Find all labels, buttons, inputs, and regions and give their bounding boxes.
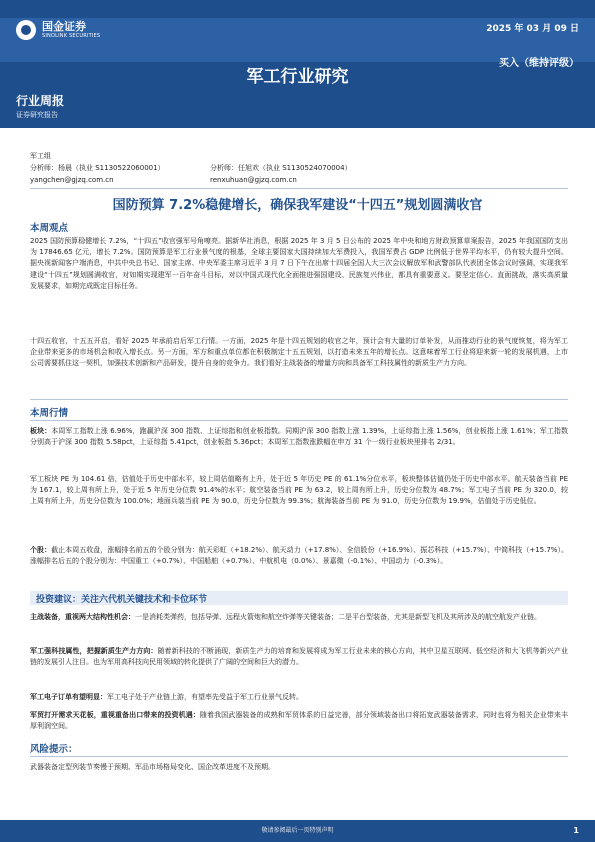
sinolink-logo-icon xyxy=(16,20,36,40)
logo xyxy=(16,20,100,40)
market-text-sector: 本周军工指数上涨 6.96%，跑赢沪深 300 指数、上证综指和创业板指数。同期沪深 300 指数上涨 1.39%，上证综指上涨 1.56%，创业板指上涨 1.61%；军工指数分别高于沪深 300 指数 5.58pct，上证综指 5.41pct，创业板指 5.36pct；本周军工指数涨跌幅在申万 31 个一级行业板块里排名 2/31。 xyxy=(30,427,568,447)
invest-lead-2: 军工强科技属性，把握新质生产力方向： xyxy=(30,647,158,655)
invest-text-1: 一是消耗类弹药，包括导弹、远程火箭炮和航空炸弹等关键装备；二是平台型装备，尤其是新型飞机及其所涉及的航空航发产业链。 xyxy=(135,613,541,621)
market-paragraph-2: 军工板块 PE 为 104.61 倍，估值处于历史中部水平，较上周估值略有上升，处于近 5 年历史 PE 的 61.1%分位水平，板块整体估值仍处于历史中部水平。航天装备当前 PE 为 167.1，较上周有所上升，处于近 5 年历史分位数 91.4%的水平；航空装备当前 PE 为 63.2，较上周有所上升，历史分位数为 48.7%；军工电子当前 PE 为 320.0，较上周有所上升，历史分位数为 100.0%；地面兵装当前 PE 为 90.0，历史分位数为 99.3%；航海装备当前 PE 为 91.0，历史分位数为 19.9%，估值处于历史低位。 xyxy=(30,475,568,506)
market-paragraph-1 xyxy=(30,426,568,448)
analyst-info xyxy=(30,150,352,186)
team-label: 军工组 xyxy=(30,152,51,160)
invest-lead-1: 主战装备，重视两大结构性机会： xyxy=(30,613,135,621)
divider xyxy=(30,399,568,400)
page-number: 1 xyxy=(573,826,579,835)
logo-cn: 国金证券 xyxy=(42,19,86,33)
invest-banner xyxy=(30,591,568,605)
invest-paragraph-2 xyxy=(30,646,568,668)
divider xyxy=(30,188,568,189)
report-subtype: 证券研究报告 xyxy=(16,111,58,119)
invest-paragraph-4 xyxy=(30,710,568,732)
report-date: 2025 年 03 月 09 日 xyxy=(486,24,579,34)
market-lead-stocks: 个股： xyxy=(30,546,52,554)
analyst-1: 分析师：杨晨（执业 S1130522060001） xyxy=(30,164,165,172)
view-paragraph-2: 十四五收官，十五五开启，看好 2025 年承前启后军工行情。一方面，2025 年是十四五规划的收官之年，预计会有大量的订单补发，从而推动行业的景气度恢复，将为军工企业带来更多的市场机会和收入增长点。另一方面，军方和重点单位都在积极制定十五五规划，以打造未来五年的增长点。这意味着军工行业将迎来新一轮的发展机遇，上市公司需要抓住这一契机，加强技术创新和产品研发，提升自身的竞争力。我们看好主战装备的增量方向和具备军工科技属性的新质生产力方向。 xyxy=(30,337,568,368)
section-title-view: 本周观点 xyxy=(30,223,69,234)
email-2[interactable]: renxuhuan@gjzq.com.cn xyxy=(210,176,297,184)
analyst-2: 分析师：任旭欢（执业 S1130524070004） xyxy=(210,164,352,172)
market-lead-sector: 板块： xyxy=(30,427,52,435)
invest-title: 投资建议：关注六代机关键技术和卡位环节 xyxy=(36,595,208,605)
invest-lead-4: 军贸打开需求天花板，重视重备出口带来的投资机遇： xyxy=(30,711,200,719)
footer-disclaimer[interactable]: 敬请参阅最后一页特别声明 xyxy=(261,827,334,834)
section-title-market: 本周行情 xyxy=(30,408,69,419)
report-title: 军工行业研究 xyxy=(246,67,349,87)
report-type: 行业周报 xyxy=(16,94,65,108)
invest-text-2: 随着新科技的不断涌现，新质生产力的培育和发展将成为军工行业未来的核心方向，其中卫星互联网、低空经济和大飞机等新兴产业链的发展引人注目。也为军用高科技向民用领域的转化提供了广阔的空间和巨大的潜力。 xyxy=(30,647,569,667)
logo-en: SINOLINK SECURITIES xyxy=(42,32,101,39)
invest-text-4: 随着我国武器装备的成熟和军贸体系的日益完善，部分领域装备出口将拓宽武器装备需求，同时也将为相关企业带来丰厚利润空间。 xyxy=(30,711,569,731)
invest-paragraph-1 xyxy=(30,612,568,623)
invest-paragraph-3 xyxy=(30,692,568,703)
email-1[interactable]: yangchen@gjzq.com.cn xyxy=(30,176,114,184)
market-paragraph-3 xyxy=(30,545,568,567)
view-paragraph-1: 2025 国防预算稳健增长 7.2%，“十四五”收官强军号角嘹亮。据新华社消息，根据 2025 年 3 月 5 日公布的 2025 年中央和地方财政预算草案报告，2025 年我国国防支出为 17846.65 亿元，增长 7.2%。国防预算是军工行业景气度的根基，全球主要国家大国持续加大军费投入，我国军费占 GDP 比例低于世界平均水平，仍有较大提升空间。据央视新闻客户端消息，中共中央总书记、国家主席、中央军委主席习近平 3 月 7 日下午在出席十四届全国人大三次会议解放军和武警部队代表团全体会议时强调，实现我军建设“十四五”规划圆满收官，对如期实现建军一百年奋斗目标，对以中国式现代化全面推进强国建设、民族复兴伟业，都具有重要意义。要坚定信心、直面挑战，落实高质量发展要求，如期完成既定目标任务。 xyxy=(30,237,568,290)
footer xyxy=(0,820,595,842)
rating: 买入（维持评级） xyxy=(499,58,579,69)
divider xyxy=(30,420,568,421)
invest-text-3: 军工电子处于产业链上游，有望率先受益于军工行业景气反转。 xyxy=(107,693,303,701)
risk-paragraph: 武器装备定型列装节奏慢于预期、军品市场格局变化、国企改革进度不及预期。 xyxy=(30,763,275,771)
risk-title: 风险提示： xyxy=(30,744,78,755)
divider xyxy=(30,756,568,757)
headline: 国防预算 7.2%稳健增长，确保我军建设“十四五”规划圆满收官 xyxy=(112,198,483,213)
market-text-stocks: 截止本周五收盘，涨幅排名前五的个股分别为：航天彩虹（+18.2%）、航天动力（+17.8%）、全信股份（+16.9%）、振芯科技（+15.7%）、中简科技（+15.7%）。涨幅排名后五的个股分别为：中国重工（+0.7%）、中国船舶（+0.7%）、中航机电（0.0%）、景嘉微（-0.1%）、中国动力（-0.3%）。 xyxy=(30,546,569,566)
invest-lead-3: 军工电子订单有望明显： xyxy=(30,693,107,701)
report-header xyxy=(0,0,595,128)
